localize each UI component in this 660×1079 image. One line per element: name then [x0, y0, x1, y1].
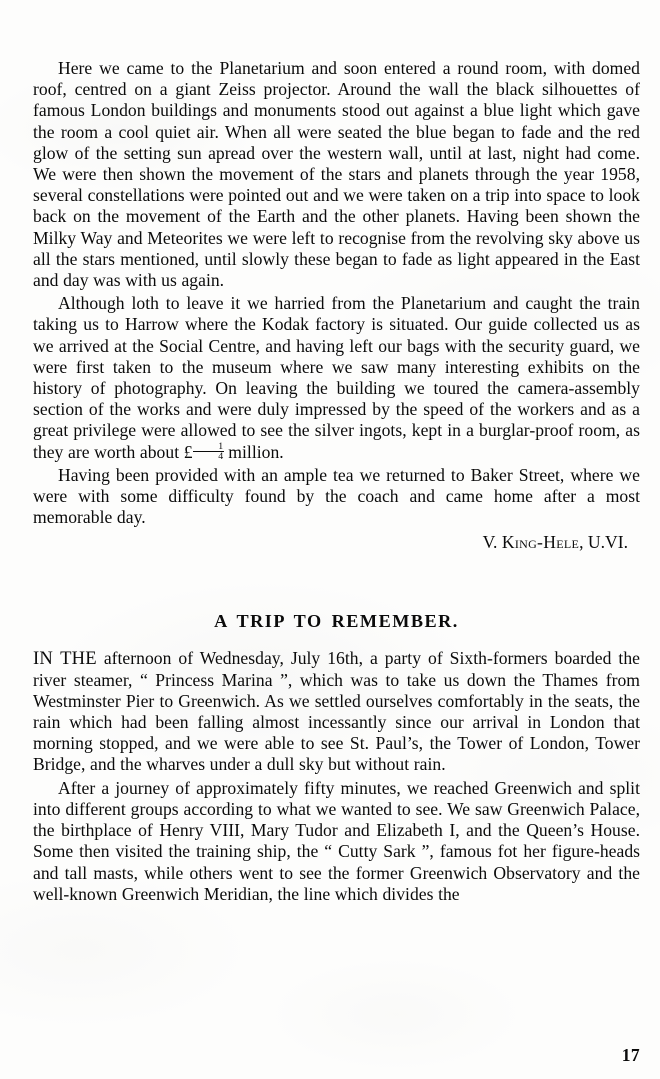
- heading-spacer: [33, 632, 640, 648]
- article-two-opening-caps: IN THE: [33, 648, 97, 670]
- quarter-fraction: [193, 442, 224, 461]
- pound-sign: £: [183, 441, 193, 462]
- fraction-numerator: 1: [193, 442, 224, 452]
- article-two-paragraph-1: [33, 648, 640, 775]
- article-one-paragraph-2-text: Although loth to leave it we harried from the Planetarium and caught the train taking us to Harrow where the Kodak factory is situated. Our guide collected us as we arrived at the Social Centre, and having left our bags with the security guard, we were first taken to the museum where we saw many interesting exhibits on the history of photography. On leaving the building we toured the camera-assembly section of the works and were duly impressed by the speed of the workers and as a great privilege were allowed to see the silver ingots, kept in a burglar-proof room, as they are worth about: [33, 293, 640, 462]
- article-one-paragraph-3: Having been provided with an ample tea we returned to Baker Street, where we were with some difficulty found by the coach and came home after a most memorable day.: [33, 464, 640, 528]
- byline-form: , U.VI.: [579, 532, 628, 553]
- section-spacer: [33, 555, 640, 611]
- article-one-paragraph-2-tail: million.: [223, 441, 284, 462]
- page-number: 17: [621, 1045, 640, 1065]
- fraction-denominator: 4: [218, 451, 224, 463]
- byline-surname: King-Hele: [501, 532, 580, 553]
- article-two-paragraph-1-text: afternoon of Wednesday, July 16th, a party of Sixth-formers boarded the river steamer, “ Princess Marina ”, which was to take us down the Thames from Westminster Pier to Greenwich. As we settled ourselves comfortably in the seats, the rain which had been falling almost incessantly since our arrival in London that morning stopped, and we were able to see St. Paul’s, the Tower of London, Tower Bridge, and the wharves under a dull sky but without rain.: [33, 648, 640, 775]
- article-one-paragraph-1: Here we came to the Planetarium and soon entered a round room, with domed roof, centred on a giant Zeiss projector. Around the wall the black silhouettes of famous London buildings and monuments stood out against a blue light which gave the room a cool quiet air. When all were seated the blue began to fade and the red glow of the setting sun apread over the western wall, until at last, night had come. We were then shown the movement of the stars and planets through the year 1958, several constellations were pointed out and we were taken on a trip into space to look back on the movement of the Earth and the other planets. Having been shown the Milky Way and Meteorites we were left to recognise from the revolving sky above us all the stars mentioned, until slowly these began to fade as light appeared in the East and day was with us again.: [33, 58, 640, 291]
- article-one-paragraph-2: [33, 293, 640, 463]
- byline-initial: V.: [482, 532, 502, 553]
- page-text-column: [33, 58, 640, 905]
- article-two-heading: A TRIP TO REMEMBER.: [214, 611, 459, 632]
- article-one-byline: [33, 529, 640, 555]
- article-two-paragraph-2: After a journey of approximately fifty minutes, we reached Greenwich and split into different groups according to what we wanted to see. We saw Greenwich Palace, the birthplace of Henry VIII, Mary Tudor and Elizabeth I, and the Queen’s House. Some then visited the training ship, the “ Cutty Sark ”, famous fot her figure-heads and tall masts, while others went to see the former Greenwich Observatory and the well-known Greenwich Meridian, the line which divides the: [33, 777, 640, 904]
